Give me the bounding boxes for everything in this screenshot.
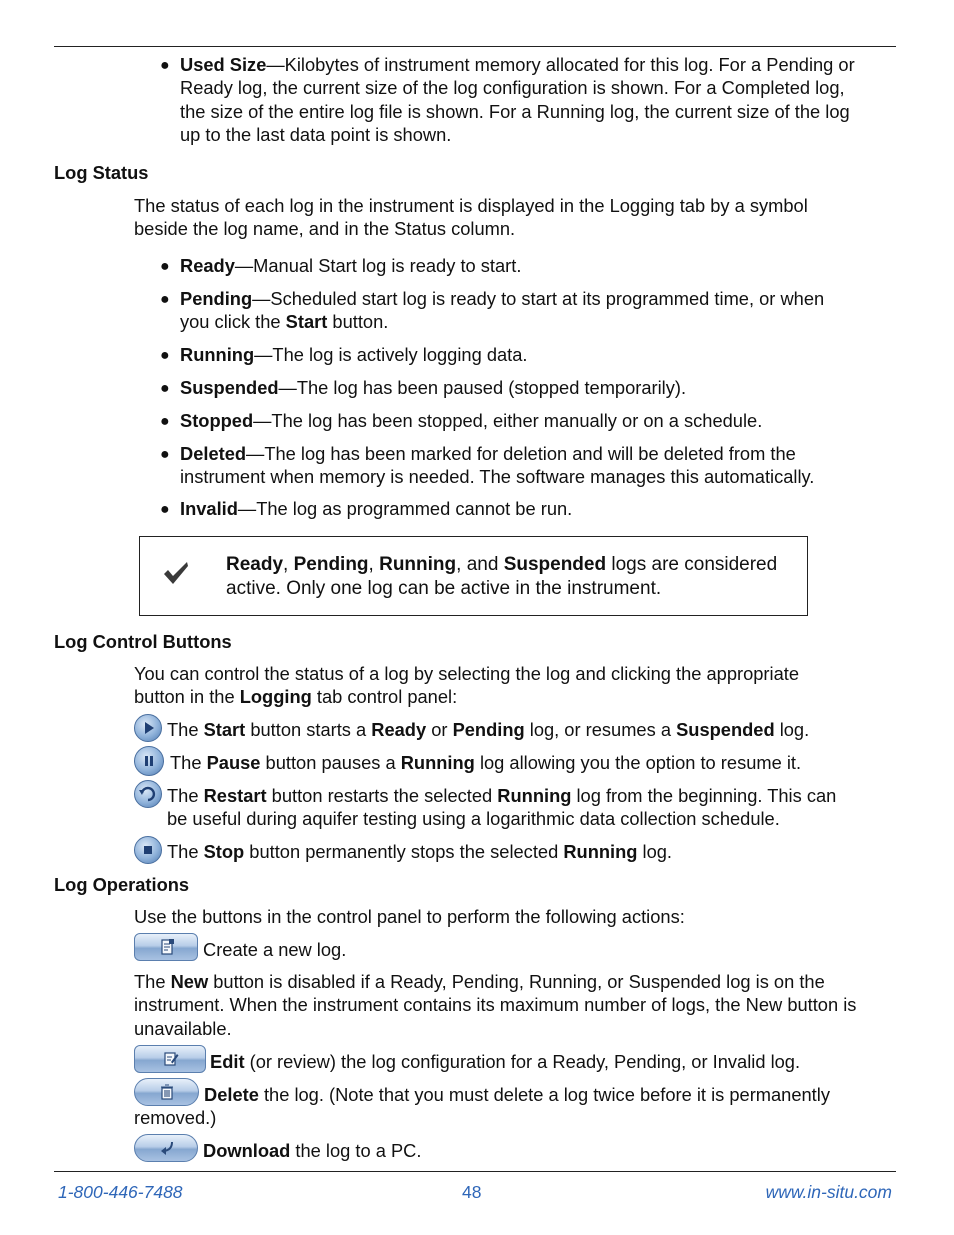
text: button restarts the selected <box>266 785 498 806</box>
footer-phone: 1-800-446-7488 <box>58 1182 183 1202</box>
stop-description <box>167 840 857 863</box>
status-suspended <box>180 376 855 399</box>
bold: Suspended <box>676 719 775 740</box>
note-term: Ready <box>226 554 284 575</box>
status-text: —The log as programmed cannot be run. <box>237 498 573 519</box>
bold: Running <box>400 752 475 773</box>
log-control-heading: Log Control Buttons <box>54 631 232 652</box>
text: the log. (Note that you must delete a log twice before it is permanently removed.) <box>134 1084 830 1129</box>
bold: Edit <box>210 1051 245 1072</box>
bold: Pause <box>206 752 261 773</box>
new-log-text: Create a new log. <box>203 939 347 960</box>
status-term: Invalid <box>180 498 238 519</box>
bold: Stop <box>203 841 245 862</box>
intro-text: You can control the status of a log by selecting the log and clicking the appropriate button in the <box>134 663 799 708</box>
note-rest: logs are considered active. Only one log can be active in the instrument. <box>226 554 778 599</box>
log-status-intro: The status of each log in the instrument is displayed in the Logging tab by a symbol beside the log name, and in the Status column. <box>134 195 808 240</box>
note-term: Suspended <box>503 554 607 575</box>
status-text: button. <box>327 311 389 333</box>
stop-button[interactable] <box>134 836 162 864</box>
note-sep: , and <box>456 554 504 575</box>
bold: Delete <box>204 1084 259 1105</box>
start-description <box>167 718 867 741</box>
download-text <box>203 1139 843 1162</box>
bold: Running <box>563 841 638 862</box>
text: log allowing you the option to resume it. <box>474 752 802 773</box>
bold: Download <box>203 1140 291 1161</box>
status-text: —The log is actively logging data. <box>254 344 528 365</box>
note-sep: , <box>283 554 294 575</box>
status-invalid <box>180 497 855 520</box>
new-log-button[interactable] <box>134 933 198 961</box>
note-text <box>226 553 796 601</box>
text: log, or resumes a <box>524 719 677 740</box>
text: button is disabled if a Ready, Pending, Running, or Suspended log is on the instrument. When the instrument contains its maximum number of logs, the New button is unavailable. <box>134 971 857 1039</box>
restart-description <box>167 784 857 831</box>
status-deleted <box>180 442 855 489</box>
bullet: ● <box>160 380 170 397</box>
footer-rule <box>54 1171 896 1172</box>
bullet: ● <box>160 258 170 275</box>
bullet: ● <box>160 501 170 518</box>
start-button[interactable] <box>134 714 162 742</box>
status-ready <box>180 254 855 277</box>
bold: Start <box>203 719 246 740</box>
text: The <box>167 841 204 862</box>
note-box <box>139 536 808 616</box>
status-term: Pending <box>180 288 253 309</box>
text: The <box>167 719 204 740</box>
status-pending <box>180 287 855 334</box>
log-operations-intro: Use the buttons in the control panel to perform the following actions: <box>134 906 685 927</box>
intro-text: tab control panel: <box>311 686 458 708</box>
text: log from the beginning. This can be useful during aquifer testing using a logarithmic data collection schedule. <box>167 785 837 830</box>
bold: New <box>170 971 209 992</box>
status-stopped <box>180 409 855 432</box>
text: button permanently stops the selected <box>244 841 564 862</box>
bullet: ● <box>160 347 170 364</box>
checkmark-icon <box>162 559 190 587</box>
status-term-start: Start <box>285 311 328 333</box>
text: The <box>170 752 207 773</box>
text: log. <box>637 841 673 862</box>
footer-website[interactable]: www.in-situ.com <box>765 1182 892 1202</box>
new-log-icon <box>159 938 177 956</box>
note-term: Running <box>379 554 457 575</box>
restart-icon <box>135 781 161 807</box>
text: or <box>426 719 453 740</box>
download-icon <box>158 1139 176 1157</box>
status-term: Stopped <box>180 410 254 431</box>
stop-icon <box>135 837 161 863</box>
used-size-item <box>180 53 855 147</box>
bullet: ● <box>160 291 170 308</box>
bullet: ● <box>160 446 170 463</box>
log-control-intro <box>134 662 854 709</box>
text: The <box>134 971 171 992</box>
delete-text <box>134 1083 854 1130</box>
pause-icon <box>135 747 163 775</box>
used-size-text: —Kilobytes of instrument memory allocated for this log. For a Pending or Ready log, the current size of the log configuration is shown. For a Completed log, the size of the entire log file is shown. For a Running log, the current size of the log up to the last data point is shown. <box>180 54 855 146</box>
edit-icon <box>162 1050 180 1068</box>
status-text: —The log has been stopped, either manually or on a schedule. <box>253 410 763 431</box>
status-text: —Manual Start log is ready to start. <box>234 255 522 276</box>
play-icon <box>135 715 161 741</box>
bullet: ● <box>160 413 170 430</box>
pause-description <box>170 751 870 774</box>
intro-bold: Logging <box>239 686 312 708</box>
note-term: Pending <box>293 554 369 575</box>
text: the log to a PC. <box>290 1140 422 1161</box>
restart-button[interactable] <box>134 780 162 808</box>
text: button starts a <box>245 719 372 740</box>
new-button-note <box>134 970 859 1040</box>
download-log-button[interactable] <box>134 1134 198 1162</box>
bullet: ● <box>160 57 170 74</box>
status-running <box>180 343 855 366</box>
note-sep: , <box>368 554 380 575</box>
status-term: Ready <box>180 255 235 276</box>
log-operations-heading: Log Operations <box>54 874 190 895</box>
pause-button[interactable] <box>134 746 164 776</box>
bold: Restart <box>203 785 267 806</box>
status-text: —The log has been marked for deletion and will be deleted from the instrument when memory is needed. The software manages this automatically. <box>180 443 815 488</box>
status-text: —The log has been paused (stopped temporarily). <box>278 377 687 398</box>
text: button pauses a <box>260 752 401 773</box>
used-size-term: Used Size <box>180 54 267 75</box>
top-rule <box>54 46 896 47</box>
text: The <box>167 785 204 806</box>
text: (or review) the log configuration for a Ready, Pending, or Invalid log. <box>244 1051 801 1072</box>
text: log. <box>774 719 810 740</box>
bold: Running <box>497 785 572 806</box>
status-term: Suspended <box>180 377 279 398</box>
edit-log-button[interactable] <box>134 1045 206 1073</box>
log-status-heading: Log Status <box>54 162 149 183</box>
edit-text <box>210 1050 850 1073</box>
bold: Ready <box>371 719 427 740</box>
status-term: Running <box>180 344 255 365</box>
page-number: 48 <box>462 1182 482 1202</box>
status-text: —Scheduled start log is ready to start at its programmed time, or when you click the <box>180 288 825 333</box>
bold: Pending <box>452 719 525 740</box>
status-term: Deleted <box>180 443 247 464</box>
